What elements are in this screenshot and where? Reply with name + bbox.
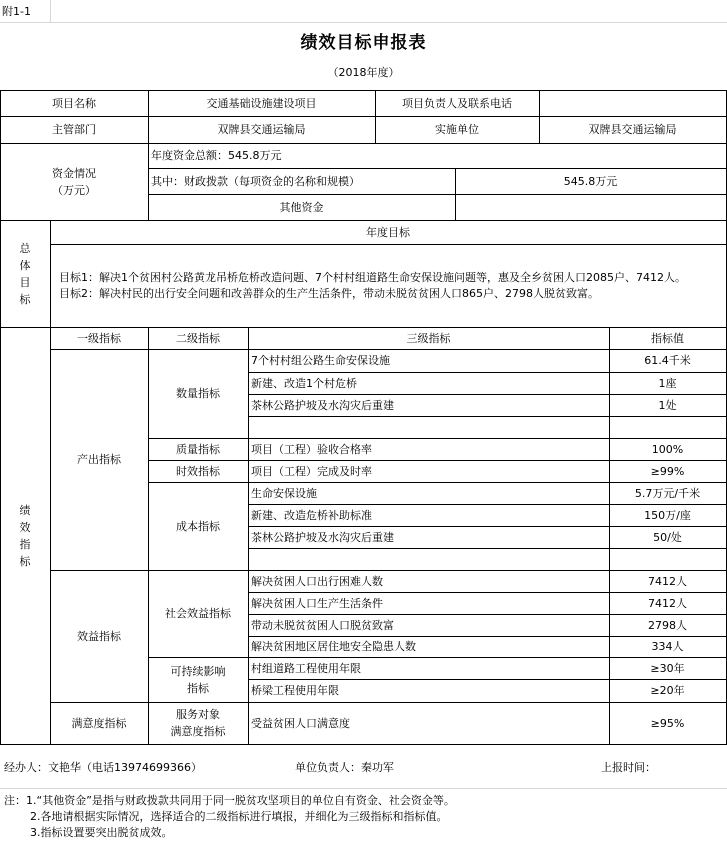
- indicator-value: [609, 548, 726, 570]
- project-name-label: 项目名称: [52, 96, 96, 110]
- project-name-value: 交通基础设施建设项目: [206, 96, 317, 110]
- impl-unit-label: 实施单位: [435, 123, 479, 136]
- indicator-value: 50/处: [653, 530, 682, 544]
- level2-social: 社会效益指标: [165, 607, 231, 620]
- annual-goal-header: 年度目标: [366, 225, 410, 239]
- indicator-value: 334人: [651, 640, 684, 653]
- other-funds-value: [455, 194, 726, 220]
- indicator-value: 61.4千米: [644, 354, 691, 367]
- performance-label: [0, 327, 50, 744]
- indicator-item: 茶林公路护坡及水沟灾后重建: [251, 530, 394, 544]
- level2-timeliness: 时效指标: [176, 464, 220, 478]
- indicator-item: 茶林公路护坡及水沟灾后重建: [251, 398, 394, 412]
- level2-sustain: 可持续影响 指标: [170, 664, 226, 695]
- indicator-item: [248, 548, 609, 570]
- indicator-item: 解决贫困人口生产生活条件: [251, 596, 383, 610]
- level2-service: 服务对象 满意度指标: [170, 708, 226, 738]
- attachment-label: 附1-1: [2, 4, 31, 18]
- indicator-value: ≥95%: [650, 716, 685, 730]
- indicator-value: 7412人: [648, 596, 687, 610]
- report-date-label: 上报时间：: [601, 760, 656, 774]
- header-level3: 三级指标: [406, 331, 451, 345]
- level1-satisfaction: 满意度指标: [71, 716, 127, 730]
- level2-cost: 成本指标: [176, 519, 220, 533]
- indicator-item: 新建、改造1个村危桥: [251, 376, 357, 390]
- indicator-item: 7个村村组公路生命安保设施: [251, 354, 390, 367]
- indicator-value: 150万/座: [644, 508, 691, 522]
- indicator-value: ≥20年: [650, 684, 685, 697]
- indicator-item: 解决贫困地区居住地安全隐患人数: [251, 640, 416, 653]
- dept-label: 主管部门: [52, 123, 96, 136]
- indicator-item: 带动未脱贫贫困人口脱贫致富: [251, 618, 394, 632]
- level2-quality: 质量指标: [176, 442, 220, 456]
- indicator-item: 新建、改造危桥补助标准: [251, 508, 372, 522]
- overall-goal-text: 总体目标: [19, 241, 31, 306]
- performance-text: 绩效指标: [19, 503, 31, 568]
- indicator-value: [609, 416, 726, 438]
- indicator-value: 1座: [658, 376, 677, 390]
- note-line: 2.各地请根据实际情况，选择适合的二级指标进行填报，并细化为三级指标和指标值。: [30, 810, 448, 823]
- fiscal-label: 其中：财政拨款（每项资金的名称和规模）: [151, 174, 360, 188]
- level1-output: 产出指标: [77, 453, 121, 466]
- note-line: 注：1.“其他资金”是指与财政拨款共同用于同一脱贫攻坚项目的单位自有资金、社会资金等。: [4, 794, 455, 807]
- annual-goal-text: 目标1：解决1个贫困村公路黄龙吊桥危桥改造问题、7个村村组道路生命安保设施问题等，惠及全乡贫困人口2085户、7412人。 目标2：解决村民的出行安全问题和改善群众的生产生活条件，带动未脱贫贫困人口865户、2798人脱贫致富。: [59, 270, 686, 300]
- handler-info: 经办人：文艳华（电话13974699366）: [4, 760, 202, 774]
- fiscal-value: 545.8万元: [563, 174, 618, 188]
- header-value: 指标值: [651, 331, 684, 345]
- indicator-item: 解决贫困人口出行困难人数: [251, 574, 383, 588]
- funds-label: 资金情况 （万元）: [52, 166, 96, 197]
- indicator-value: ≥99%: [650, 464, 685, 478]
- header-level2: 二级指标: [176, 331, 220, 345]
- impl-unit-value: 双牌县交通运输局: [588, 123, 677, 136]
- indicator-value: 100%: [651, 442, 684, 456]
- form-title: 绩效目标申报表: [300, 32, 427, 53]
- overall-goal-label: [0, 220, 50, 327]
- indicator-value: 1处: [658, 398, 677, 412]
- project-owner-value: [539, 90, 726, 116]
- project-owner-label: 项目负责人及联系电话: [402, 96, 512, 110]
- funds-total: 年度资金总额：545.8万元: [151, 149, 282, 162]
- level2-quantity: 数量指标: [176, 387, 220, 400]
- indicator-item: 项目（工程）验收合格率: [251, 442, 372, 456]
- indicator-item: 村组道路工程使用年限: [251, 661, 361, 675]
- level1-benefit: 效益指标: [77, 629, 121, 643]
- indicator-value: 7412人: [648, 574, 687, 588]
- form-year: （2018年度）: [327, 65, 400, 79]
- indicator-value: 5.7万元/千米: [634, 486, 701, 500]
- indicator-item: 受益贫困人口满意度: [251, 716, 350, 730]
- indicator-value: 2798人: [648, 618, 687, 632]
- indicator-value: ≥30年: [650, 661, 685, 675]
- unit-leader-info: 单位负责人：秦功军: [295, 760, 394, 774]
- indicator-item: [248, 416, 609, 438]
- dept-value: 双牌县交通运输局: [217, 123, 306, 136]
- indicator-item: 生命安保设施: [251, 486, 317, 500]
- note-line: 3.指标设置要突出脱贫成效。: [30, 826, 173, 839]
- other-funds-label: 其他资金: [279, 200, 324, 214]
- indicator-item: 桥梁工程使用年限: [251, 684, 339, 697]
- header-level1: 一级指标: [77, 331, 121, 345]
- indicator-item: 项目（工程）完成及时率: [251, 464, 372, 478]
